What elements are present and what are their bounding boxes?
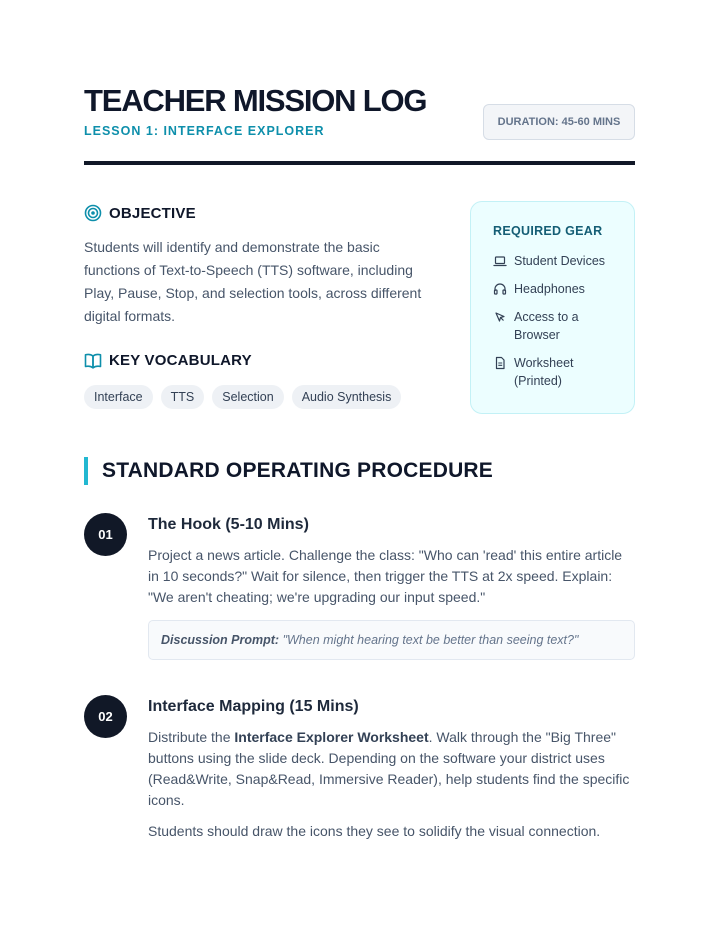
gear-item-label: Student Devices [514,254,606,268]
vocabulary-heading-row [84,352,252,369]
gear-item-label: Headphones [514,282,585,296]
gear-item-label: Worksheet (Printed) [514,356,574,388]
page-title: TEACHER MISSION LOG [84,83,427,118]
gear-heading: REQUIRED GEAR [493,224,603,238]
cursor-icon [493,310,507,324]
required-gear-panel [470,201,635,414]
vocabulary-heading: KEY VOCABULARY [109,352,252,369]
procedure-heading-block [84,457,493,485]
book-open-icon [84,353,102,369]
procedure-step [148,697,635,852]
step-text: Distribute the Interface Explorer Worksheet. Walk through the "Big Three" buttons using the slide deck. Depending on the software your district uses (Read&Write, Snap&Read, Immersive Reader), help students find the specific icons. [148,729,630,808]
step-text: Project a news article. Challenge the class: "Who can 'read' this entire article in 10 seconds?" Wait for silence, then trigger the TTS at 2x speed. Explain: "We aren't cheating; we're upgrading our input speed." [148,547,623,605]
document-icon [493,356,507,370]
discussion-prompt [148,620,635,660]
vocab-chip: Audio Synthesis [292,385,402,409]
objective-heading: OBJECTIVE [109,204,196,222]
step-number-badge: 01 [84,513,127,556]
prompt-label: Discussion Prompt: [161,633,280,647]
step-title: The Hook (5-10 Mins) [148,516,309,533]
step-title: Interface Mapping (15 Mins) [148,698,359,715]
gear-item [493,280,624,298]
procedure-step [148,515,635,660]
vocab-chip: Selection [212,385,283,409]
vocab-chip: TTS [161,385,205,409]
objective-heading-row [84,204,196,222]
step-text: Students should draw the icons they see to solidify the visual connection. [148,823,601,839]
headphones-icon [493,282,507,296]
target-icon [84,204,102,222]
objective-text: Students will identify and demonstrate the basic functions of Text-to-Speech (TTS) software, including Play, Pause, Stop, and selection tools, across different digital formats. [84,239,422,324]
gear-item [493,354,624,390]
page-header [84,84,635,166]
duration-badge: DURATION: 45-60 MINS [483,104,635,140]
laptop-icon [493,254,507,268]
step-number-badge: 02 [84,695,127,738]
gear-item [493,308,624,344]
header-divider [84,161,635,165]
prompt-text: "When might hearing text be better than seeing text?" [282,633,579,647]
worksheet-name: Interface Explorer Worksheet [234,729,429,745]
gear-item [493,252,624,270]
lesson-subtitle: LESSON 1: INTERFACE EXPLORER [84,124,325,138]
procedure-heading: STANDARD OPERATING PROCEDURE [102,459,494,482]
vocabulary-chips [84,385,401,409]
gear-item-label: Access to a Browser [514,310,579,342]
vocab-chip: Interface [84,385,153,409]
